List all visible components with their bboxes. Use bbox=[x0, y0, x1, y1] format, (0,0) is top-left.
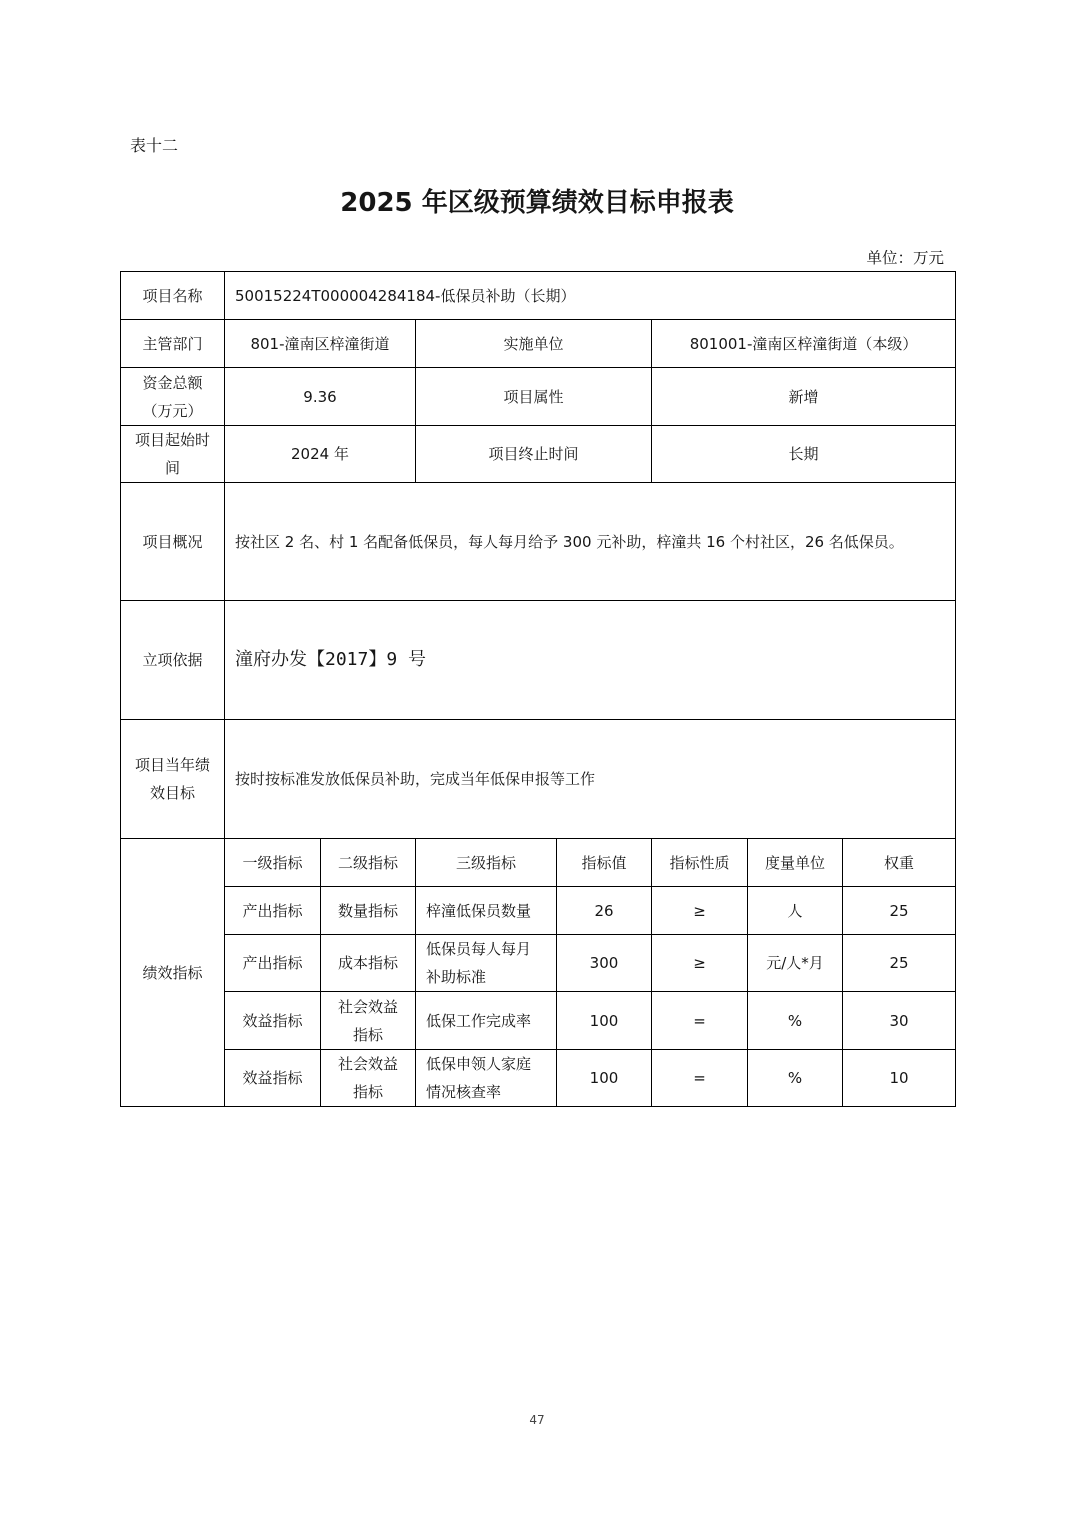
table-row bbox=[121, 272, 956, 320]
project-name-label: 项目名称 bbox=[121, 272, 225, 320]
department-value: 801-潼南区梓潼街道 bbox=[225, 320, 416, 368]
cell-line: 梓潼低保员数量 bbox=[426, 901, 532, 920]
page-title: 2025 年区级预算绩效目标申报表 bbox=[340, 188, 734, 218]
cell-line: 低保员每人每月 bbox=[426, 940, 532, 958]
indicator-level3 bbox=[416, 1050, 557, 1107]
column-header-unit: 度量单位 bbox=[748, 839, 843, 887]
indicator-nature: ≥ bbox=[652, 887, 748, 935]
indicator-row bbox=[121, 1050, 956, 1107]
cell-line: 低保工作完成率 bbox=[426, 1011, 532, 1030]
table-number: 表十二 bbox=[130, 136, 179, 155]
start-time-label bbox=[121, 426, 225, 483]
column-header-level3: 三级指标 bbox=[416, 839, 557, 887]
indicator-row bbox=[121, 935, 956, 992]
cell-line: 社会效益 bbox=[337, 1055, 398, 1073]
indicator-level3 bbox=[416, 887, 557, 935]
cell-line: 补助标准 bbox=[426, 968, 487, 986]
end-time-value: 长期 bbox=[652, 426, 956, 483]
indicator-level3 bbox=[416, 935, 557, 992]
implementing-unit-label: 实施单位 bbox=[416, 320, 652, 368]
indicator-level1: 效益指标 bbox=[225, 992, 321, 1050]
label-line: 资金总额 bbox=[142, 373, 203, 392]
indicator-level1: 产出指标 bbox=[225, 935, 321, 992]
cell-line: 情况核查率 bbox=[426, 1083, 502, 1101]
indicator-weight: 25 bbox=[843, 887, 956, 935]
table-row bbox=[121, 368, 956, 426]
annual-goal-value: 按时按标准发放低保员补助，完成当年低保申报等工作 bbox=[225, 720, 956, 839]
cell-line: 指标 bbox=[352, 1083, 383, 1101]
project-attribute-value: 新增 bbox=[652, 368, 956, 426]
indicator-level2 bbox=[321, 887, 416, 935]
table-row bbox=[121, 426, 956, 483]
indicator-level2 bbox=[321, 992, 416, 1050]
page-number: 47 bbox=[529, 1413, 545, 1427]
indicator-value: 100 bbox=[557, 992, 652, 1050]
indicator-row bbox=[121, 887, 956, 935]
column-header-level2: 二级指标 bbox=[321, 839, 416, 887]
project-attribute-label: 项目属性 bbox=[416, 368, 652, 426]
budget-performance-table bbox=[120, 271, 956, 1107]
label-line: 项目当年绩 bbox=[134, 756, 210, 774]
indicator-value: 26 bbox=[557, 887, 652, 935]
basis-label: 立项依据 bbox=[121, 601, 225, 720]
indicator-row bbox=[121, 992, 956, 1050]
indicator-weight: 30 bbox=[843, 992, 956, 1050]
indicators-label: 绩效指标 bbox=[121, 839, 225, 1107]
indicator-level3 bbox=[416, 992, 557, 1050]
table-row bbox=[121, 483, 956, 601]
indicator-level2 bbox=[321, 935, 416, 992]
overview-label: 项目概况 bbox=[121, 483, 225, 601]
department-label: 主管部门 bbox=[121, 320, 225, 368]
total-funds-value: 9.36 bbox=[225, 368, 416, 426]
label-line: （万元） bbox=[142, 401, 203, 420]
cell-line: 指标 bbox=[352, 1025, 383, 1044]
label-line: 项目起始时 bbox=[134, 431, 210, 449]
column-header-value: 指标值 bbox=[557, 839, 652, 887]
indicator-level1: 效益指标 bbox=[225, 1050, 321, 1107]
indicator-weight: 10 bbox=[843, 1050, 956, 1107]
basis-value: 潼府办发【2017】9 号 bbox=[225, 601, 956, 720]
indicator-unit: % bbox=[748, 992, 843, 1050]
end-time-label: 项目终止时间 bbox=[416, 426, 652, 483]
indicator-value: 100 bbox=[557, 1050, 652, 1107]
label-line: 效目标 bbox=[149, 784, 195, 802]
table-row bbox=[121, 601, 956, 720]
annual-goal-label bbox=[121, 720, 225, 839]
start-time-value: 2024 年 bbox=[225, 426, 416, 483]
implementing-unit-value: 801001-潼南区梓潼街道（本级） bbox=[652, 320, 956, 368]
indicator-level1: 产出指标 bbox=[225, 887, 321, 935]
label-line: 间 bbox=[164, 459, 180, 477]
overview-value: 按社区 2 名、村 1 名配备低保员，每人每月给予 300 元补助，梓潼共 16 个村社区，26 名低保员。 bbox=[225, 483, 956, 601]
column-header-weight: 权重 bbox=[843, 839, 956, 887]
indicator-value: 300 bbox=[557, 935, 652, 992]
indicator-nature: = bbox=[652, 992, 748, 1050]
table-row bbox=[121, 320, 956, 368]
indicator-nature: = bbox=[652, 1050, 748, 1107]
indicator-header-row bbox=[121, 839, 956, 887]
cell-line: 低保申领人家庭 bbox=[426, 1055, 532, 1073]
total-funds-label bbox=[121, 368, 225, 426]
unit-note: 单位：万元 bbox=[866, 249, 944, 267]
indicator-unit: 人 bbox=[748, 887, 843, 935]
cell-line: 数量指标 bbox=[337, 901, 398, 920]
indicator-weight: 25 bbox=[843, 935, 956, 992]
indicator-level2 bbox=[321, 1050, 416, 1107]
project-name-value: 50015224T000004284184-低保员补助（长期） bbox=[225, 272, 956, 320]
indicator-unit: % bbox=[748, 1050, 843, 1107]
table-row bbox=[121, 720, 956, 839]
cell-line: 成本指标 bbox=[337, 954, 398, 972]
cell-line: 社会效益 bbox=[337, 997, 398, 1016]
indicator-nature: ≥ bbox=[652, 935, 748, 992]
indicator-unit: 元/人*月 bbox=[748, 935, 843, 992]
column-header-nature: 指标性质 bbox=[652, 839, 748, 887]
column-header-level1: 一级指标 bbox=[225, 839, 321, 887]
